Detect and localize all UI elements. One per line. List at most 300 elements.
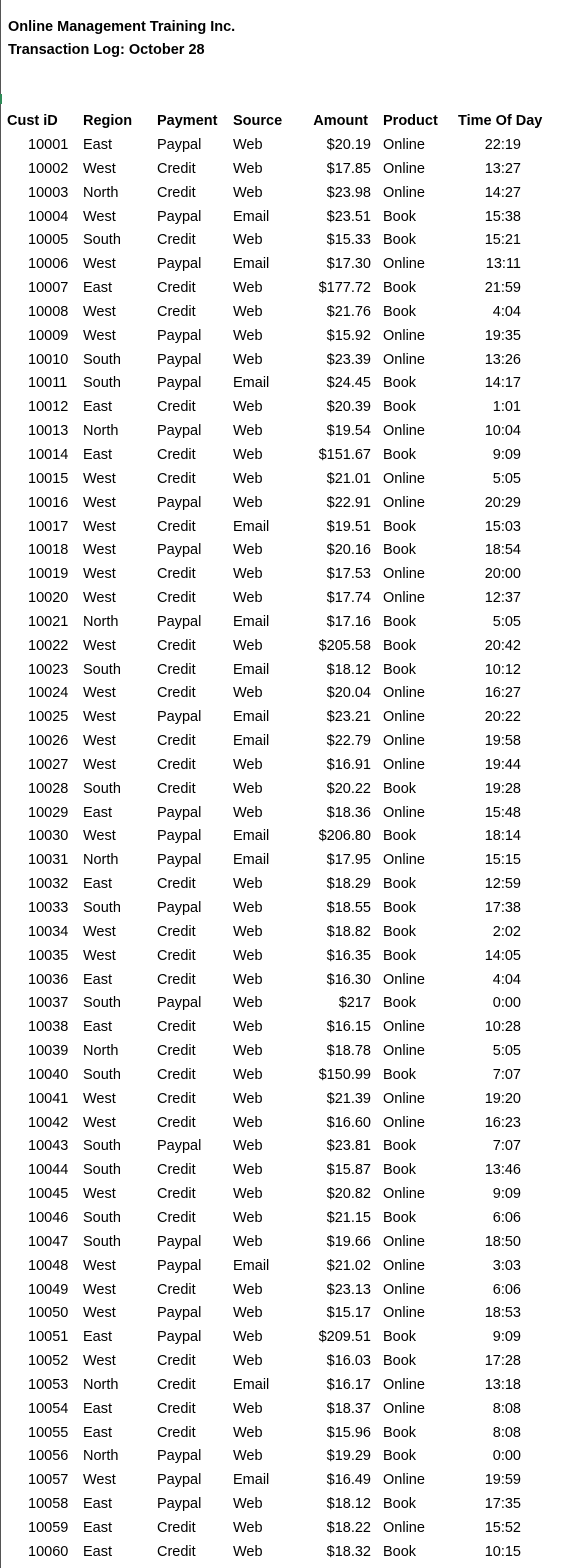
region-cell: South [83, 375, 121, 392]
source-cell: Web [233, 232, 263, 249]
time-cell: 10:12 [484, 661, 521, 678]
cust-id-cell: 10047 [28, 1233, 69, 1250]
table-row [0, 444, 577, 468]
amount-cell: $15.92 [326, 327, 371, 344]
time-cell: 20:42 [484, 637, 521, 654]
transaction-table [0, 110, 577, 1565]
column-header-region: Region [83, 113, 133, 129]
product-cell: Online [383, 1186, 425, 1203]
amount-cell: $18.82 [326, 923, 371, 940]
source-cell: Email [233, 518, 270, 535]
source-cell: Web [233, 1400, 263, 1417]
region-cell: East [83, 1400, 113, 1417]
product-cell: Book [383, 1353, 417, 1370]
region-cell: West [83, 947, 116, 964]
time-cell: 18:53 [484, 1305, 521, 1322]
payment-cell: Paypal [157, 375, 202, 392]
product-cell: Book [383, 995, 417, 1012]
amount-cell: $19.29 [326, 1448, 371, 1465]
payment-cell: Credit [157, 1162, 196, 1179]
amount-cell: $19.54 [326, 423, 371, 440]
payment-cell: Credit [157, 566, 196, 583]
amount-cell: $177.72 [318, 280, 371, 297]
table-row [0, 349, 577, 373]
payment-cell: Credit [157, 1043, 196, 1060]
cell-selection-marker [0, 94, 2, 104]
payment-cell: Paypal [157, 137, 202, 153]
product-cell: Book [383, 1424, 417, 1441]
time-cell: 19:35 [484, 327, 521, 344]
amount-cell: $18.12 [326, 1496, 371, 1513]
table-row [0, 1493, 577, 1517]
amount-cell: $20.82 [326, 1186, 371, 1203]
payment-cell: Credit [157, 1186, 196, 1203]
amount-cell: $21.15 [326, 1209, 371, 1226]
amount-cell: $23.98 [326, 184, 371, 201]
amount-cell: $20.04 [326, 685, 371, 702]
source-cell: Email [233, 375, 270, 392]
cust-id-cell: 10058 [28, 1496, 69, 1513]
column-header-cust-id: Cust iD [7, 113, 58, 129]
source-cell: Web [233, 184, 263, 201]
source-cell: Email [233, 733, 270, 750]
time-cell: 20:00 [484, 566, 521, 583]
table-row [0, 635, 577, 659]
product-cell: Online [383, 733, 425, 750]
source-cell: Web [233, 1281, 263, 1298]
product-cell: Book [383, 1209, 417, 1226]
payment-cell: Credit [157, 756, 196, 773]
product-cell: Online [383, 756, 425, 773]
product-cell: Book [383, 280, 417, 297]
payment-cell: Credit [157, 1066, 196, 1083]
payment-cell: Credit [157, 184, 196, 201]
cust-id-cell: 10023 [28, 661, 69, 678]
time-cell: 10:15 [484, 1543, 521, 1560]
time-cell: 12:37 [484, 590, 521, 607]
product-cell: Online [383, 351, 425, 368]
amount-cell: $23.51 [326, 208, 371, 225]
time-cell: 1:01 [492, 399, 521, 416]
time-cell: 15:15 [484, 852, 521, 869]
product-cell: Online [383, 327, 425, 344]
amount-cell: $217 [338, 995, 371, 1012]
table-row [0, 992, 577, 1016]
payment-cell: Paypal [157, 1233, 202, 1250]
cust-id-cell: 10056 [28, 1448, 69, 1465]
cust-id-cell: 10048 [28, 1257, 69, 1274]
region-cell: East [83, 804, 113, 821]
payment-cell: Credit [157, 1281, 196, 1298]
payment-cell: Paypal [157, 1138, 202, 1155]
source-cell: Web [233, 1066, 263, 1083]
source-cell: Web [233, 1305, 263, 1322]
time-cell: 3:03 [492, 1257, 521, 1274]
region-cell: West [83, 327, 116, 344]
source-cell: Web [233, 804, 263, 821]
region-cell: South [83, 1066, 121, 1083]
region-cell: West [83, 160, 116, 177]
table-row [0, 945, 577, 969]
source-cell: Web [233, 1114, 263, 1131]
table-row [0, 539, 577, 563]
table-row [0, 372, 577, 396]
table-row [0, 873, 577, 897]
region-cell: South [83, 351, 121, 368]
amount-cell: $17.16 [326, 613, 371, 630]
product-cell: Book [383, 1066, 417, 1083]
cust-id-cell: 10011 [28, 375, 68, 392]
source-cell: Web [233, 995, 263, 1012]
table-row [0, 1374, 577, 1398]
amount-cell: $16.35 [326, 947, 371, 964]
payment-cell: Paypal [157, 351, 202, 368]
table-row [0, 301, 577, 325]
region-cell: North [83, 613, 119, 630]
table-row [0, 134, 577, 158]
product-cell: Online [383, 137, 425, 153]
payment-cell: Credit [157, 470, 196, 487]
table-row [0, 420, 577, 444]
column-header-payment: Payment [157, 113, 218, 129]
source-cell: Web [233, 685, 263, 702]
payment-cell: Paypal [157, 852, 202, 869]
amount-cell: $15.96 [326, 1424, 371, 1441]
product-cell: Book [383, 661, 417, 678]
source-cell: Web [233, 756, 263, 773]
cust-id-cell: 10017 [28, 518, 69, 535]
payment-cell: Credit [157, 446, 196, 463]
table-row [0, 1255, 577, 1279]
source-cell: Web [233, 1090, 263, 1107]
region-cell: West [83, 470, 116, 487]
payment-cell: Paypal [157, 1448, 202, 1465]
region-cell: East [83, 1519, 113, 1536]
cust-id-cell: 10006 [28, 256, 69, 273]
cust-id-cell: 10052 [28, 1353, 69, 1370]
region-cell: West [83, 1353, 116, 1370]
cust-id-cell: 10010 [28, 351, 69, 368]
source-cell: Web [233, 399, 263, 416]
payment-cell: Paypal [157, 804, 202, 821]
cust-id-cell: 10025 [28, 709, 69, 726]
table-row [0, 825, 577, 849]
product-cell: Online [383, 1305, 425, 1322]
table-row [0, 1350, 577, 1374]
region-cell: South [83, 1138, 121, 1155]
payment-cell: Credit [157, 1353, 196, 1370]
product-cell: Online [383, 971, 425, 988]
source-cell: Email [233, 1472, 270, 1489]
region-cell: North [83, 184, 119, 201]
time-cell: 15:52 [484, 1519, 521, 1536]
product-cell: Online [383, 804, 425, 821]
cust-id-cell: 10060 [28, 1543, 69, 1560]
product-cell: Book [383, 1329, 417, 1346]
source-cell: Web [233, 1543, 263, 1560]
product-cell: Online [383, 1257, 425, 1274]
table-row [0, 1040, 577, 1064]
source-cell: Email [233, 256, 270, 273]
region-cell: West [83, 1257, 116, 1274]
amount-cell: $17.95 [326, 852, 371, 869]
company-name: Online Management Training Inc. [8, 19, 236, 35]
table-row [0, 730, 577, 754]
payment-cell: Credit [157, 1400, 196, 1417]
time-cell: 13:26 [484, 351, 521, 368]
source-cell: Web [233, 900, 263, 916]
source-cell: Email [233, 1376, 270, 1393]
column-header-amount: Amount [313, 113, 368, 129]
product-cell: Online [383, 1090, 425, 1107]
region-cell: West [83, 1186, 116, 1203]
product-cell: Book [383, 947, 417, 964]
cust-id-cell: 10035 [28, 947, 69, 964]
cust-id-cell: 10038 [28, 1019, 69, 1036]
time-cell: 9:09 [492, 446, 521, 463]
product-cell: Online [383, 1019, 425, 1036]
table-row [0, 659, 577, 683]
region-cell: West [83, 756, 116, 773]
time-cell: 18:50 [484, 1233, 521, 1250]
region-cell: West [83, 303, 116, 320]
payment-cell: Paypal [157, 542, 202, 559]
time-cell: 13:46 [484, 1162, 521, 1179]
region-cell: West [83, 494, 116, 511]
product-cell: Online [383, 566, 425, 583]
region-cell: West [83, 256, 116, 273]
table-row [0, 754, 577, 778]
region-cell: East [83, 1019, 113, 1036]
table-row [0, 1422, 577, 1446]
payment-cell: Credit [157, 923, 196, 940]
payment-cell: Credit [157, 876, 196, 893]
region-cell: West [83, 1305, 116, 1322]
cust-id-cell: 10044 [28, 1162, 69, 1179]
cust-id-cell: 10029 [28, 804, 69, 821]
region-cell: North [83, 423, 119, 440]
table-row [0, 1135, 577, 1159]
region-cell: East [83, 1329, 113, 1346]
amount-cell: $21.02 [326, 1257, 371, 1274]
product-cell: Book [383, 613, 417, 630]
table-row [0, 206, 577, 230]
table-row [0, 253, 577, 277]
cust-id-cell: 10040 [28, 1066, 69, 1083]
cust-id-cell: 10041 [28, 1090, 69, 1107]
source-cell: Web [233, 923, 263, 940]
amount-cell: $23.13 [326, 1281, 371, 1298]
source-cell: Web [233, 1209, 263, 1226]
product-cell: Book [383, 876, 417, 893]
amount-cell: $17.74 [326, 590, 371, 607]
source-cell: Web [233, 971, 263, 988]
table-row [0, 587, 577, 611]
source-cell: Web [233, 1329, 263, 1346]
region-cell: West [83, 1472, 116, 1489]
payment-cell: Credit [157, 1543, 196, 1560]
time-cell: 5:05 [492, 1043, 521, 1060]
payment-cell: Credit [157, 1114, 196, 1131]
table-row [0, 1541, 577, 1565]
amount-cell: $20.22 [326, 780, 371, 797]
amount-cell: $16.15 [326, 1019, 371, 1036]
cust-id-cell: 10046 [28, 1209, 69, 1226]
time-cell: 8:08 [492, 1400, 521, 1417]
cust-id-cell: 10020 [28, 590, 69, 607]
region-cell: West [83, 566, 116, 583]
region-cell: East [83, 1543, 113, 1560]
payment-cell: Paypal [157, 1257, 202, 1274]
payment-cell: Paypal [157, 709, 202, 726]
time-cell: 4:04 [492, 971, 521, 988]
cust-id-cell: 10037 [28, 995, 69, 1012]
payment-cell: Paypal [157, 828, 202, 845]
source-cell: Email [233, 709, 270, 726]
table-row [0, 1326, 577, 1350]
source-cell: Web [233, 351, 263, 368]
source-cell: Web [233, 780, 263, 797]
product-cell: Online [383, 1233, 425, 1250]
product-cell: Book [383, 1138, 417, 1155]
time-cell: 5:05 [492, 470, 521, 487]
amount-cell: $23.81 [326, 1138, 371, 1155]
table-row [0, 468, 577, 492]
region-cell: West [83, 542, 116, 559]
region-cell: West [83, 685, 116, 702]
time-cell: 13:11 [485, 256, 521, 273]
product-cell: Book [383, 1162, 417, 1179]
time-cell: 10:04 [484, 423, 521, 440]
product-cell: Book [383, 780, 417, 797]
table-row [0, 921, 577, 945]
amount-cell: $16.60 [326, 1114, 371, 1131]
product-cell: Online [383, 423, 425, 440]
region-cell: East [83, 1424, 113, 1441]
time-cell: 17:38 [484, 900, 521, 916]
amount-cell: $15.17 [326, 1305, 371, 1322]
cust-id-cell: 10021 [28, 613, 69, 630]
payment-cell: Credit [157, 280, 196, 297]
region-cell: South [83, 232, 121, 249]
time-cell: 9:09 [492, 1186, 521, 1203]
source-cell: Web [233, 590, 263, 607]
time-cell: 20:29 [484, 494, 521, 511]
table-row [0, 682, 577, 706]
time-cell: 12:59 [484, 876, 521, 893]
source-cell: Web [233, 1353, 263, 1370]
amount-cell: $21.01 [326, 470, 371, 487]
payment-cell: Credit [157, 518, 196, 535]
region-cell: West [83, 518, 116, 535]
cust-id-cell: 10030 [28, 828, 69, 845]
time-cell: 15:38 [484, 208, 521, 225]
source-cell: Web [233, 446, 263, 463]
table-row [0, 277, 577, 301]
table-row [0, 396, 577, 420]
table-header-row [0, 110, 577, 134]
region-cell: South [83, 1162, 121, 1179]
amount-cell: $19.51 [326, 518, 371, 535]
source-cell: Web [233, 470, 263, 487]
amount-cell: $18.37 [326, 1400, 371, 1417]
payment-cell: Paypal [157, 613, 202, 630]
source-cell: Web [233, 947, 263, 964]
time-cell: 9:09 [492, 1329, 521, 1346]
cust-id-cell: 10034 [28, 923, 69, 940]
region-cell: East [83, 137, 113, 153]
region-cell: East [83, 971, 113, 988]
amount-cell: $18.36 [326, 804, 371, 821]
cust-id-cell: 10003 [28, 184, 69, 201]
time-cell: 8:08 [492, 1424, 521, 1441]
region-cell: South [83, 780, 121, 797]
amount-cell: $23.39 [326, 351, 371, 368]
time-cell: 6:06 [492, 1209, 521, 1226]
source-cell: Web [233, 423, 263, 440]
amount-cell: $18.12 [326, 661, 371, 678]
amount-cell: $206.80 [318, 828, 371, 845]
time-cell: 5:05 [492, 613, 521, 630]
time-cell: 18:14 [484, 828, 521, 845]
amount-cell: $20.16 [326, 542, 371, 559]
table-row [0, 1398, 577, 1422]
cust-id-cell: 10033 [28, 900, 69, 916]
payment-cell: Credit [157, 399, 196, 416]
source-cell: Web [233, 637, 263, 654]
amount-cell: $24.45 [326, 375, 371, 392]
source-cell: Email [233, 828, 270, 845]
time-cell: 14:27 [484, 184, 521, 201]
cust-id-cell: 10018 [28, 542, 69, 559]
time-cell: 0:00 [492, 995, 521, 1012]
time-cell: 22:19 [484, 137, 521, 153]
region-cell: North [83, 852, 119, 869]
time-cell: 10:28 [484, 1019, 521, 1036]
table-row [0, 1302, 577, 1326]
payment-cell: Credit [157, 1376, 196, 1393]
product-cell: Online [383, 1376, 425, 1393]
source-cell: Email [233, 852, 270, 869]
payment-cell: Credit [157, 947, 196, 964]
table-row [0, 1159, 577, 1183]
product-cell: Book [383, 208, 417, 225]
amount-cell: $18.32 [326, 1543, 371, 1560]
table-row [0, 1445, 577, 1469]
amount-cell: $19.66 [326, 1233, 371, 1250]
source-cell: Web [233, 1162, 263, 1179]
source-cell: Email [233, 613, 270, 630]
payment-cell: Paypal [157, 327, 202, 344]
time-cell: 0:00 [492, 1448, 521, 1465]
table-row [0, 1207, 577, 1231]
table-row [0, 897, 577, 921]
source-cell: Web [233, 542, 263, 559]
product-cell: Online [383, 184, 425, 201]
table-row [0, 1517, 577, 1541]
amount-cell: $16.30 [326, 971, 371, 988]
time-cell: 19:20 [484, 1090, 521, 1107]
product-cell: Book [383, 1496, 417, 1513]
cust-id-cell: 10042 [28, 1114, 69, 1131]
cust-id-cell: 10007 [28, 280, 69, 297]
product-cell: Book [383, 923, 417, 940]
cust-id-cell: 10053 [28, 1376, 69, 1393]
product-cell: Book [383, 446, 417, 463]
time-cell: 19:59 [484, 1472, 521, 1489]
cust-id-cell: 10045 [28, 1186, 69, 1203]
product-cell: Book [383, 518, 417, 535]
